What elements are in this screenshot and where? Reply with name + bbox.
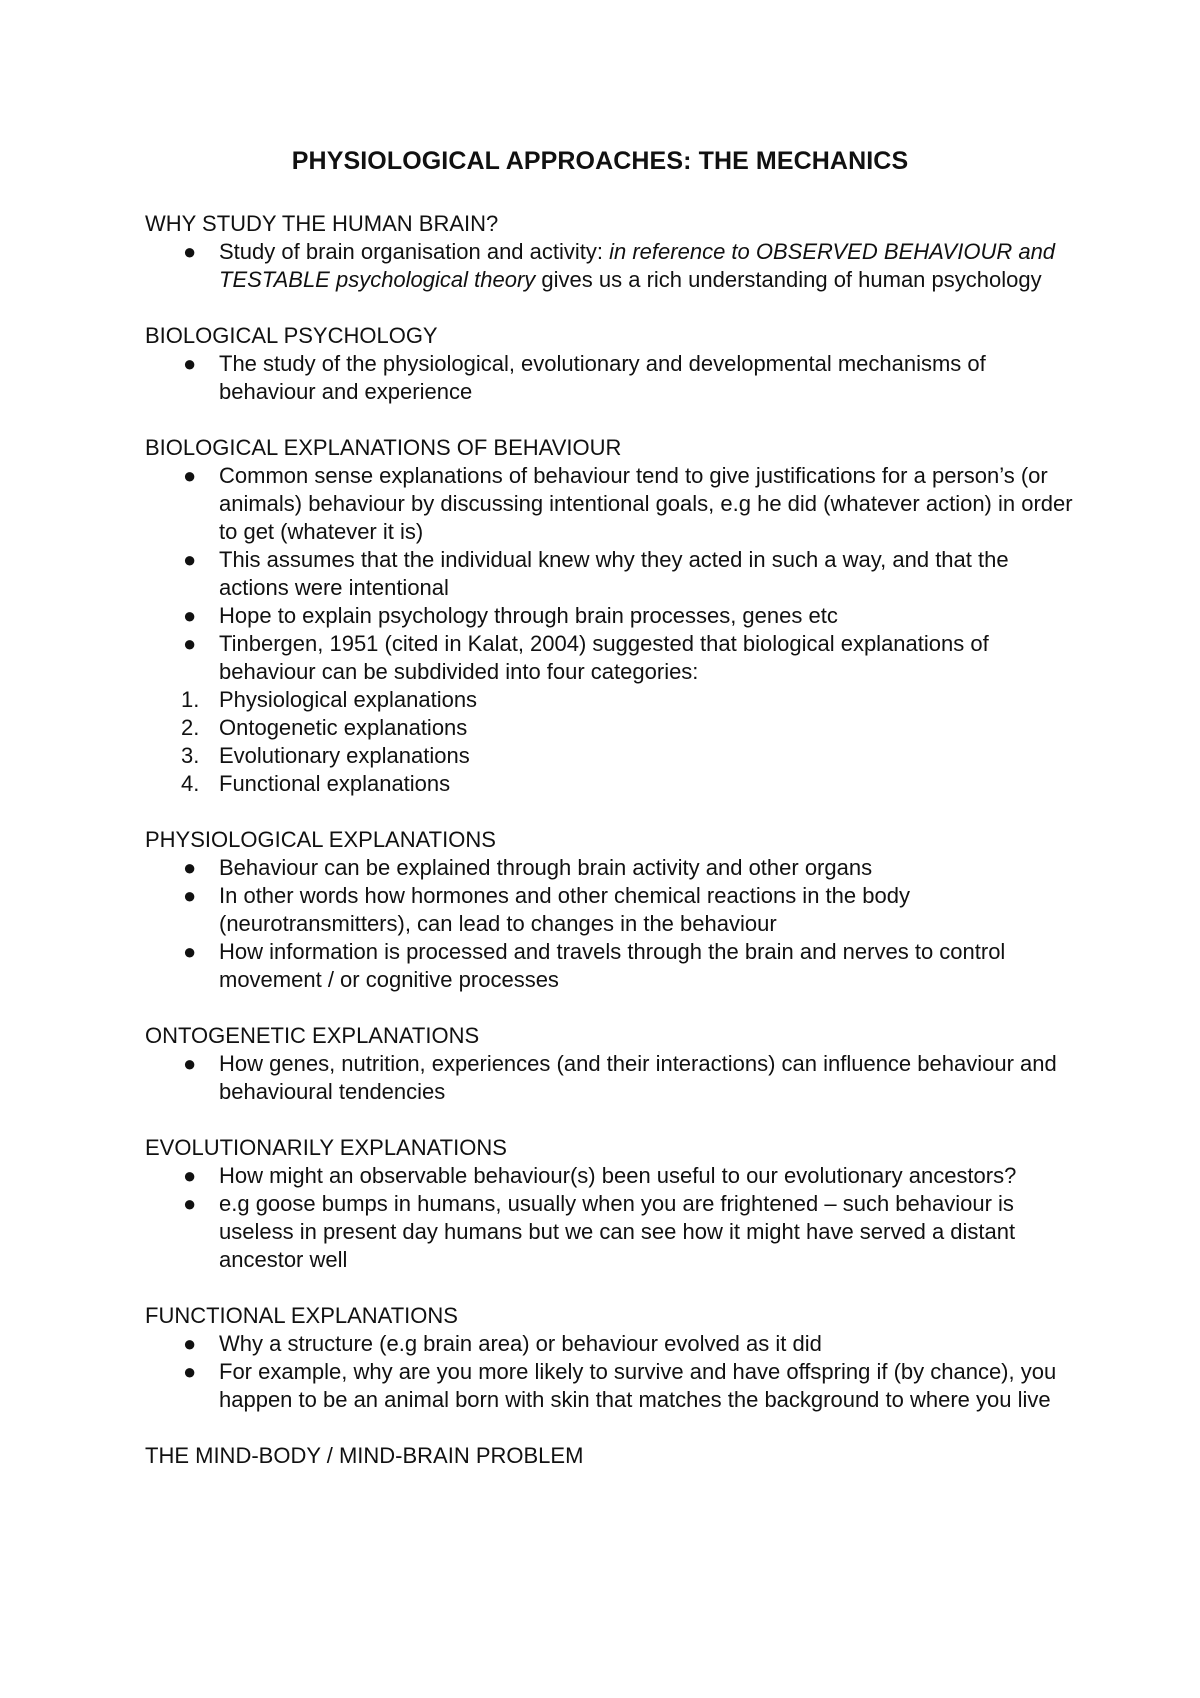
section-heading: THE MIND-BODY / MIND-BRAIN PROBLEM: [145, 1443, 584, 1468]
item-text: Why a structure (e.g brain area) or behaviour evolved as it did: [219, 1331, 822, 1356]
item-text: Tinbergen, 1951 (cited in Kalat, 2004) suggested that biological explanations of behaviour can be subdivided into four categories:: [219, 631, 989, 684]
numbered-item: [145, 742, 1075, 770]
list-number: 4.: [181, 771, 200, 796]
item-text: How might an observable behaviour(s) been useful to our evolutionary ancestors?: [219, 1163, 1017, 1188]
bullet-icon: ●: [183, 1359, 197, 1384]
item-text: gives us a rich understanding of human psychology: [535, 267, 1042, 292]
bullet-item: [145, 546, 1075, 602]
bullet-icon: ●: [183, 239, 197, 264]
bullet-item: [145, 630, 1075, 686]
numbered-item: [145, 714, 1075, 742]
item-text: Ontogenetic explanations: [219, 715, 468, 740]
document-title: PHYSIOLOGICAL APPROACHES: THE MECHANICS: [291, 147, 909, 175]
bullet-icon: ●: [183, 1163, 197, 1188]
bullet-item: [145, 350, 1075, 406]
item-text: Behaviour can be explained through brain activity and other organs: [219, 855, 873, 880]
item-text: Evolutionary explanations: [219, 743, 470, 768]
item-text: e.g goose bumps in humans, usually when you are frightened – such behaviour is useless in present day humans but we can see how it might have served a distant ancestor well: [219, 1191, 1016, 1272]
item-text: For example, why are you more likely to survive and have offspring if (by chance), you happen to be an animal born with skin that matches the background to where you live: [219, 1359, 1057, 1412]
list-number: 3.: [181, 743, 200, 768]
bullet-icon: ●: [183, 883, 197, 908]
section-heading: FUNCTIONAL EXPLANATIONS: [145, 1303, 458, 1328]
section-physiological-explanations: [145, 826, 1075, 994]
bullet-item: [145, 602, 1075, 630]
item-text: How information is processed and travels through the brain and nerves to control movement / or cognitive processes: [219, 939, 1006, 992]
item-text: Physiological explanations: [219, 687, 478, 712]
bullet-item: [145, 1162, 1075, 1190]
item-text: Common sense explanations of behaviour tend to give justifications for a person’s (or animals) behaviour by discussing intentional goals, e.g he did (whatever action) in order to get (whatever it is): [219, 463, 1073, 544]
section-heading: BIOLOGICAL PSYCHOLOGY: [145, 323, 438, 348]
item-text: Functional explanations: [219, 771, 451, 796]
section-heading: EVOLUTIONARILY EXPLANATIONS: [145, 1135, 507, 1160]
bullet-item: [145, 938, 1075, 994]
bullet-icon: ●: [183, 939, 197, 964]
section-biological-psychology: [145, 322, 1075, 406]
section-biological-explanations: [145, 434, 1075, 798]
bullet-icon: ●: [183, 351, 197, 376]
bullet-icon: ●: [183, 1051, 197, 1076]
bullet-item: [145, 1190, 1075, 1274]
bullet-icon: ●: [183, 1191, 197, 1216]
numbered-item: [145, 686, 1075, 714]
bullet-item: [145, 1330, 1075, 1358]
section-mind-body-problem: [145, 1442, 1075, 1470]
item-text: Hope to explain psychology through brain processes, genes etc: [219, 603, 838, 628]
bullet-icon: ●: [183, 855, 197, 880]
list-number: 2.: [181, 715, 200, 740]
item-text: In other words how hormones and other chemical reactions in the body (neurotransmitters), can lead to changes in the behaviour: [219, 883, 910, 936]
bullet-item: [145, 1358, 1075, 1414]
item-text: Study of brain organisation and activity:: [219, 239, 610, 264]
section-heading: ONTOGENETIC EXPLANATIONS: [145, 1023, 480, 1048]
bullet-icon: ●: [183, 631, 197, 656]
bullet-icon: ●: [183, 1331, 197, 1356]
bullet-item: [145, 1050, 1075, 1106]
bullet-icon: ●: [183, 547, 197, 572]
bullet-item: [145, 882, 1075, 938]
list-number: 1.: [181, 687, 200, 712]
item-text: The study of the physiological, evolutionary and developmental mechanisms of behaviour and experience: [219, 351, 986, 404]
section-heading: PHYSIOLOGICAL EXPLANATIONS: [145, 827, 496, 852]
bullet-icon: ●: [183, 603, 197, 628]
bullet-item: [145, 854, 1075, 882]
document-body: [145, 210, 1075, 1470]
section-heading: WHY STUDY THE HUMAN BRAIN?: [145, 211, 499, 236]
numbered-item: [145, 770, 1075, 798]
bullet-item: [145, 462, 1075, 546]
item-text: How genes, nutrition, experiences (and their interactions) can influence behaviour and behavioural tendencies: [219, 1051, 1057, 1104]
section-ontogenetic-explanations: [145, 1022, 1075, 1106]
section-heading: BIOLOGICAL EXPLANATIONS OF BEHAVIOUR: [145, 435, 622, 460]
bullet-icon: ●: [183, 463, 197, 488]
section-why-study-brain: [145, 210, 1075, 294]
section-functional-explanations: [145, 1302, 1075, 1414]
item-text-italic: in reference to OBSERVED BEHAVIOUR and TESTABLE psychological theory: [219, 239, 1056, 292]
bullet-item: [145, 238, 1075, 294]
item-text: This assumes that the individual knew why they acted in such a way, and that the actions were intentional: [219, 547, 1009, 600]
section-evolutionary-explanations: [145, 1134, 1075, 1274]
